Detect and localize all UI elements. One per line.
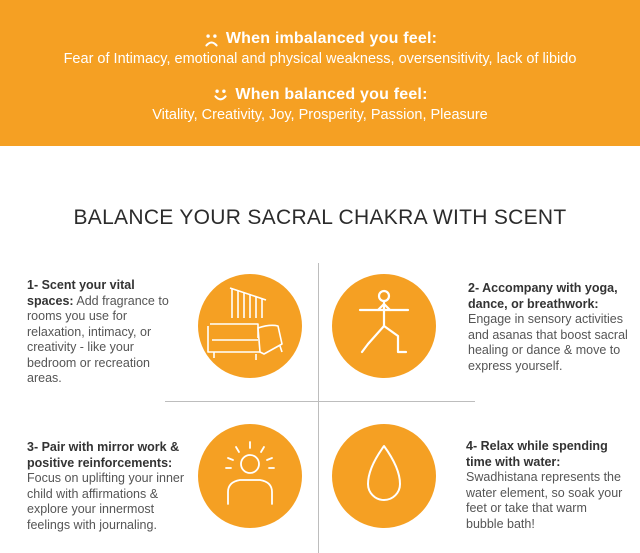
balanced-text: Vitality, Creativity, Joy, Prosperity, Passion, Pleasure <box>152 107 488 123</box>
imbalanced-heading <box>0 30 640 48</box>
tip-2-badge <box>332 274 436 378</box>
tip-4-label: 4- Relax while spending time with water: <box>466 439 608 469</box>
tip-4-body: Swadhistana represents the water element, so soak your feet or take that warm bubble bath! <box>466 470 623 531</box>
radiant-person-icon <box>198 424 302 528</box>
horizontal-divider <box>165 401 475 402</box>
page-title: BALANCE YOUR SACRAL CHAKRA WITH SCENT <box>73 206 567 229</box>
tip-2-body: Engage in sensory activities and asanas that boost sacral healing or dance & move to express yourself. <box>468 312 628 373</box>
sofa-icon <box>198 274 302 378</box>
yoga-pose-icon <box>332 274 436 378</box>
water-drop-icon <box>332 424 436 528</box>
tip-3-body: Focus on uplifting your inner child with affirmations & explore your innermost feelings with journaling. <box>27 471 185 532</box>
sad-face-icon <box>203 31 220 48</box>
balanced-heading <box>0 86 640 104</box>
tip-3 <box>27 440 192 533</box>
tip-2-label: 2- Accompany with yoga, dance, or breathwork: <box>468 281 618 311</box>
tip-1-label: 1- Scent your vital spaces: <box>27 278 135 308</box>
tip-3-label: 3- Pair with mirror work & positive reinforcements: <box>27 440 180 470</box>
vertical-divider <box>318 263 319 553</box>
tip-1 <box>27 278 177 387</box>
tip-1-badge <box>198 274 302 378</box>
tip-2 <box>468 281 628 374</box>
tip-3-badge <box>198 424 302 528</box>
tip-1-body: Add fragrance to rooms you use for relaxation, intimacy, or creativity - like your bedroom or recreation areas. <box>27 293 169 385</box>
balanced-heading-text: When balanced you feel: <box>235 86 428 103</box>
happy-face-icon <box>212 87 229 104</box>
tip-4-badge <box>332 424 436 528</box>
imbalanced-text: Fear of Intimacy, emotional and physical weakness, oversensitivity, lack of libido <box>63 51 577 67</box>
feelings-banner <box>0 0 640 146</box>
imbalanced-heading-text: When imbalanced you feel: <box>225 30 438 47</box>
tip-4 <box>466 439 626 532</box>
